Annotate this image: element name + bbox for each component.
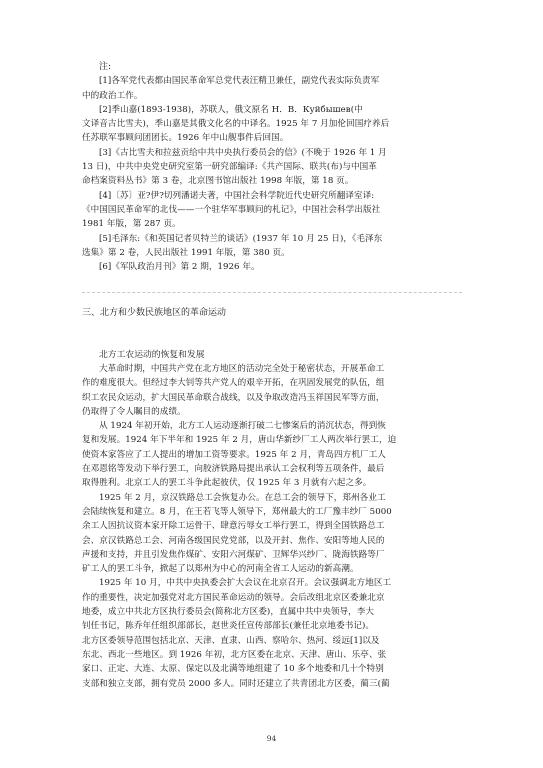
body-line: 支部和独立支部，拥有党员 2000 多人。同时还建立了共青团北方区委，蔺三(蔺 [82,678,390,689]
note-line: [4]〔苏〕亚?伊?切列潘诺夫著，中国社会科学院近代史研究所翻译室译: [99,190,375,201]
note-line: [3]《古比雪夫和拉兹贡给中共中央执行委员会的信》(不晚于 1926 年 1 月 [99,147,387,158]
body-line: 家口、正定、大连、太原、保定以及北满等地组建了 10 多个地委和几十个特别 [82,664,384,675]
note-line: 13 日)，中共中央党史研究室第一研究部编译:《共产国际、联共(布)与中国革 [82,162,377,173]
note-line: 命档案资料丛书》第 3 卷，北京图书馆出版社 1998 年版，第 18 页。 [82,176,354,187]
body-line: 从 1924 年初开始，北方工人运动逐渐打破二七惨案后的消沉状态，得到恢 [99,421,386,432]
body-line: 仍取得了令人瞩目的成绩。 [82,406,186,417]
body-line: 会陆续恢复和建立。8 月，在王若飞等人领导下，郑州最大的工厂豫丰纱厂 5000 [82,506,392,517]
body-line: 东北、西北一些地区。到 1926 年初，北方区委在北京、天津、唐山、乐亭、张 [82,649,387,660]
notes-list [82,74,462,274]
note-line: 选集》第 2 卷，人民出版社 1991 年版，第 380 页。 [82,247,290,258]
note-line: 《中国国民革命军的北伐——一个驻华军事顾问的札记》，中国社会科学出版社 [82,204,381,215]
footnotes-block [82,60,462,274]
body-line: 矿工人的罢工斗争，掀起了以郑州为中心的河南全省工人运动的新高潮。 [82,564,359,575]
body-line: 复和发展。1924 年下半年和 1925 年 2 月，唐山华新纱厂工人两次举行罢工，迫 [82,435,397,446]
body-line: 钊任书记，陈乔年任组织部部长，赵世炎任宣传部部长(兼任北京地委书记)。 [82,621,375,632]
body-line: 1925 年 2 月，京汉铁路总工会恢复办公。在总工会的领导下，郑州各业工 [99,492,386,503]
page-number: 94 [266,734,277,743]
body-line: 作的重要性，决定加强党对北方国民革命运动的领导。会后改组北京区委兼北京 [82,592,385,603]
note-line: 中的政治工作。 [82,90,143,101]
note-line: [6]《军队政治月刊》第 2 期，1926 年。 [99,262,260,273]
note-line: 1981 年版，第 287 页。 [82,219,181,230]
subsection-heading: 北方工农运动的恢复和发展 [99,350,205,360]
body-line: 取得胜利。北京工人的罢工斗争此起彼伏，仅 1925 年 3 月就有六起之多。 [82,478,372,489]
notes-label: 注: [99,62,112,72]
note-line: 任苏联军事顾问团团长。1926 年中山舰事件后回国。 [82,133,289,144]
body-line: 在邓恩铭等发动下举行罢工，向胶济铁路局提出承认工会权利等五项条件，最后 [82,464,385,475]
body-line: 北方区委领导范围包括北京、天津、直隶、山西、察哈尔、热河、绥远[1]以及 [82,635,380,646]
body-line: 1925 年 10 月，中共中央执委会扩大会议在北京召开。会议强调北方地区工 [99,578,392,589]
note-line: [2]季山嘉(1893-1938)，苏联人，俄文原名 Н．В．Куйбышев(中 [99,104,363,115]
body-line: 会、京汉铁路总工会、河南各级国民党党部，以及开封、焦作、安阳等地人民的 [82,535,385,546]
body-line: 大革命时期，中国共产党在北方地区的活动完全处于秘密状态，开展革命工 [99,364,385,374]
body-line: 使资本家答应了工人提出的增加工资等要求。1925 年 2 月，青岛四方机厂工人 [82,449,386,460]
note-line: [5]毛泽东:《和英国记者贝特兰的谈话》(1937 年 10 月 25 日)，《毛泽东 [99,233,383,244]
body-line: 作的难度很大。但经过李大钊等共产党人的艰辛开拓，在巩固发展党的队伍，组 [82,378,385,389]
body-line: 织工农民众运动，扩大国民革命联合战线，以及争取改造冯玉祥国民军等方面， [82,392,385,403]
note-line: [1]各军党代表都由国民革命军总党代表汪精卫兼任，副党代表实际负责军 [99,76,380,87]
body-line: 地委，成立中共北方区执行委员会(简称北方区委)，直属中共中央领导，李大 [82,607,375,618]
note-line: 文译音古比雪夫)，季山嘉是其俄文化名的中译名。1925 年 7 月加伦回国疗养后 [82,119,390,130]
body-text [82,362,462,691]
section-heading: 三、北方和少数民族地区的革命运动 [82,308,227,318]
body-line: 余工人因抗议资本家开除工运骨干、肆意污辱女工举行罢工，得到全国铁路总工 [82,521,385,532]
section-divider [82,292,462,293]
body-line: 声援和支持，并且引发焦作煤矿、安阳六河煤矿、卫辉华兴纱厂、陇海铁路等厂 [82,549,385,560]
